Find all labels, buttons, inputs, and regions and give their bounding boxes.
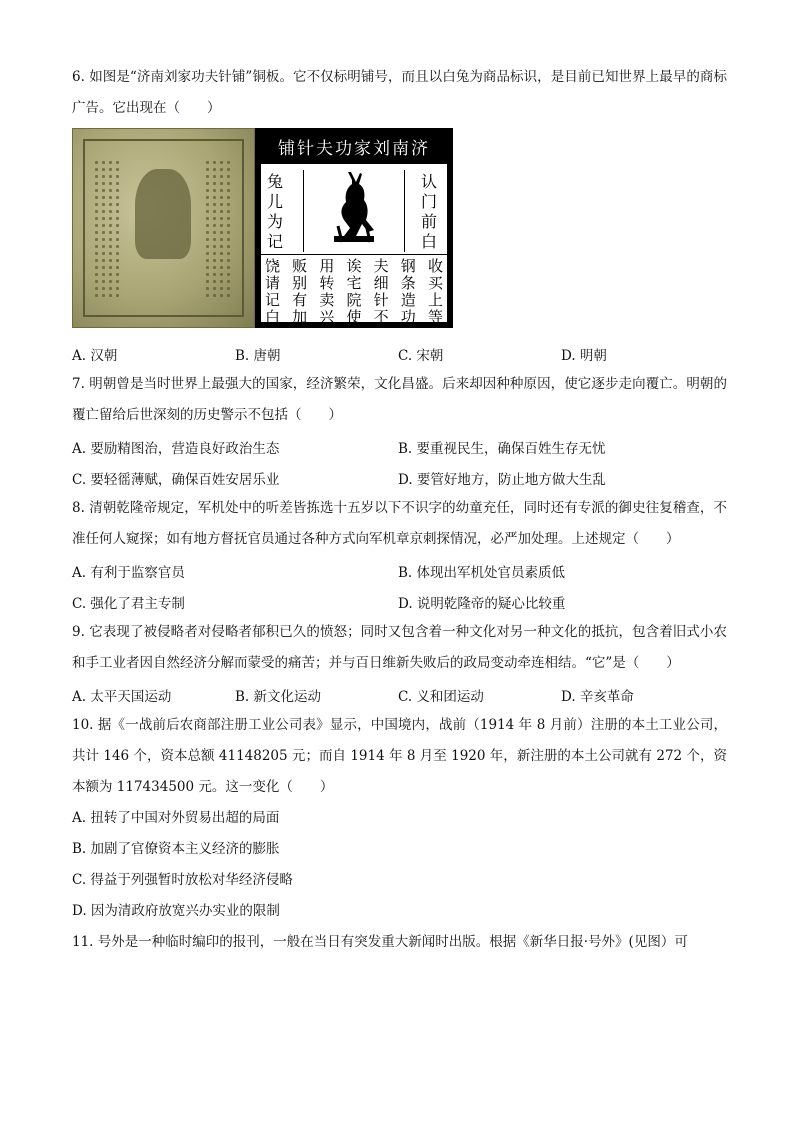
print-left-column: 兔 儿 为 记 bbox=[267, 172, 284, 251]
option-b[interactable]: B. 要重视民生，确保百姓生存无忧 bbox=[398, 440, 606, 457]
question-7-options-row2 bbox=[72, 462, 727, 493]
question-9-stem: 9. 它表现了被侵略者对侵略者郁积已久的愤怒；同时又包含着一种文化对另一种文化的抵抗，包含着旧式小农和手工业者因自然经济分解而蒙受的痛苦；并与百日维新失败后的政局变动牵连相结。“它”是（ ） bbox=[72, 624, 727, 671]
option-a[interactable]: A. 扭转了中国对外贸易出超的局面 bbox=[72, 810, 280, 826]
question-6-options bbox=[72, 338, 727, 369]
option-d[interactable]: D. 因为清政府放宽兴办实业的限制 bbox=[72, 903, 280, 919]
question-7-options-row1 bbox=[72, 431, 727, 462]
question-7-stem: 7. 明朝曾是当时世界上最强大的国家，经济繁荣，文化昌盛。后来却因种种原因，使它逐步走向覆亡。明朝的覆亡留给后世深刻的历史警示不包括（ ） bbox=[72, 376, 727, 423]
option-d[interactable]: D. 辛亥革命 bbox=[561, 688, 634, 705]
option-b[interactable]: B. 新文化运动 bbox=[235, 688, 322, 705]
question-11-stem: 11. 号外是一种临时编印的报刊，一般在当日有突发重大新闻时出版。根据《新华日报·号外》(见图）可 bbox=[72, 934, 688, 950]
option-c[interactable]: C. 义和团运动 bbox=[398, 688, 484, 705]
question-8-stem: 8. 清朝乾隆帝规定，军机处中的听差皆拣选十五岁以下不识字的幼童充任，同时还有专派的御史往复稽查，不准任何人窥探；如有地方督抚官员通过各种方式向军机章京刺探情况，必严加处理。上述规定（ ） bbox=[72, 500, 727, 547]
print-right-column: 认 门 前 白 bbox=[421, 172, 438, 251]
option-d[interactable]: D. 要管好地方，防止地方做大生乱 bbox=[398, 471, 606, 488]
option-d[interactable]: D. 说明乾隆帝的疑心比较重 bbox=[398, 595, 566, 612]
option-d[interactable]: D. 明朝 bbox=[561, 347, 607, 364]
question-10-stem: 10. 据《一战前后农商部注册工业公司表》显示，中国境内，战前（1914 年 8 月前）注册的本土工业公司，共计 146 个，资本总额 41148205 元；而自 1914 年 8 月至 1920 年，新注册的本土公司就有 272 个，资本额为 117434500 元。这一变化（ ） bbox=[72, 717, 727, 795]
option-b[interactable]: B. 加剧了官僚资本主义经济的膨胀 bbox=[72, 841, 280, 857]
copper-plate-photo bbox=[72, 128, 255, 328]
option-a[interactable]: A. 有利于监察官员 bbox=[72, 564, 185, 581]
copper-plate-print bbox=[255, 128, 453, 328]
print-header: 铺针夫功家刘南济 bbox=[261, 134, 447, 164]
question-6-stem: 6. 如图是“济南刘家功夫针铺”铜板。它不仅标明铺号，而且以白兔为商品标识，是目前已知世界上最早的商标广告。它出现在（ ） bbox=[72, 69, 727, 116]
option-c[interactable]: C. 宋朝 bbox=[398, 347, 444, 364]
print-bottom-text: 饶 请 记 白 贩 别 有 加 用 转 卖 兴 诶 宅 院 使 夫 细 针 不 钢 条 造 功 收 买 上 等 bbox=[265, 257, 443, 326]
option-c[interactable]: C. 得益于列强暂时放松对华经济侵略 bbox=[72, 872, 293, 888]
question-8-options-row2 bbox=[72, 586, 727, 617]
option-c[interactable]: C. 强化了君主专制 bbox=[72, 595, 185, 612]
rabbit-icon bbox=[303, 170, 405, 252]
exam-page bbox=[72, 62, 727, 958]
copper-plate-figure bbox=[72, 128, 727, 328]
option-b[interactable]: B. 体现出军机处官员素质低 bbox=[398, 564, 566, 581]
option-a[interactable]: A. 太平天国运动 bbox=[72, 688, 172, 705]
question-8-options-row1 bbox=[72, 555, 727, 586]
option-a[interactable]: A. 要励精图治，营造良好政治生态 bbox=[72, 440, 280, 457]
option-b[interactable]: B. 唐朝 bbox=[235, 347, 281, 364]
question-9-options bbox=[72, 679, 727, 710]
option-c[interactable]: C. 要轻徭薄赋，确保百姓安居乐业 bbox=[72, 471, 280, 488]
option-a[interactable]: A. 汉朝 bbox=[72, 347, 118, 364]
